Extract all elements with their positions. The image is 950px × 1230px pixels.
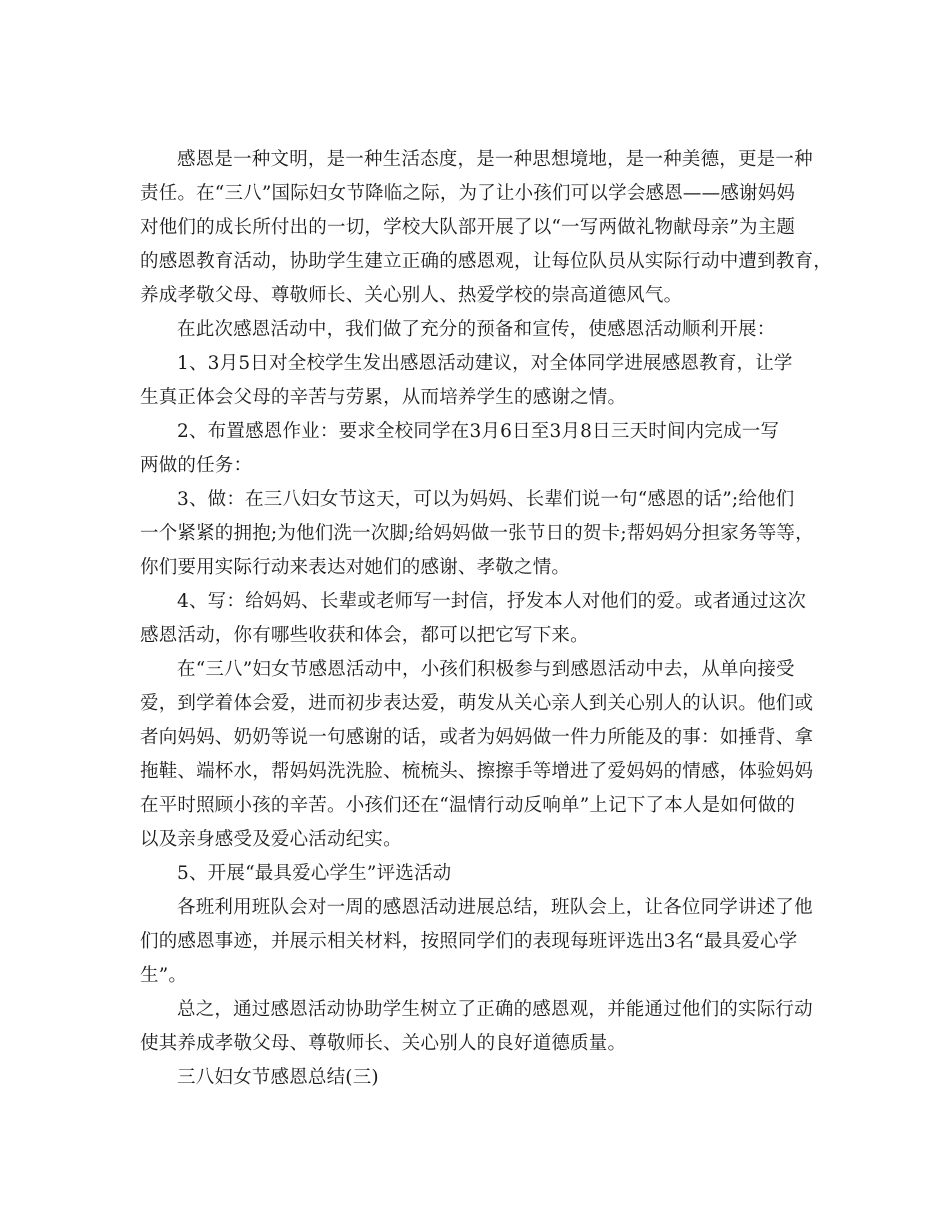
paragraph-line: 生”。 — [140, 965, 188, 986]
section-heading: 三八妇女节感恩总结(三) — [177, 1067, 379, 1088]
paragraph-line: 5、开展“最具爱心学生”评选活动 — [177, 863, 452, 884]
paragraph-line: 一个紧紧的拥抱;为他们洗一次脚;给妈妈做一张节日的贺卡;帮妈妈分担家务等等， — [140, 523, 814, 544]
paragraph-line: 在平时照顾小孩的辛苦。小孩们还在“温情行动反响单”上记下了本人是如何做的 — [140, 795, 796, 816]
paragraph-line: 在“三八”妇女节感恩活动中，小孩们积极参与到感恩活动中去，从单向接受 — [177, 659, 795, 680]
paragraph-line: 的感恩教育活动，协助学生建立正确的感恩观，让每位队员从实际行动中遭到教育， — [140, 251, 832, 272]
paragraph-line: 2、布置感恩作业：要求全校同学在3月6日至3月8日三天时间内完成一写 — [177, 421, 780, 442]
paragraph-line: 在此次感恩活动中，我们做了充分的预备和宣传，使感恩活动顺利开展： — [177, 319, 776, 340]
paragraph-line: 爱，到学着体会爱，进而初步表达爱，萌发从关心亲人到关心别人的认识。他们或 — [140, 693, 814, 714]
paragraph-line: 以及亲身感受及爱心活动纪实。 — [140, 829, 402, 850]
paragraph-line: 1、3月5日对全校学生发出感恩活动建议，对全体同学进展感恩教育，让学 — [177, 353, 793, 374]
paragraph-line: 者向妈妈、奶奶等说一句感谢的话，或者为妈妈做一件力所能及的事：如捶背、拿 — [140, 727, 814, 748]
paragraph-line: 3、做：在三八妇女节这天，可以为妈妈、长辈们说一句“感恩的话”;给他们 — [177, 489, 795, 510]
paragraph-line: 两做的任务： — [140, 455, 253, 476]
paragraph-line: 责任。在“三八”国际妇女节降临之际，为了让小孩们可以学会感恩——感谢妈妈 — [140, 183, 796, 204]
paragraph-line: 使其养成孝敬父母、尊敬师长、关心别人的良好道德质量。 — [140, 1033, 627, 1054]
paragraph-line: 4、写：给妈妈、长辈或老师写一封信，抒发本人对他们的爱。或者通过这次 — [177, 591, 807, 612]
paragraph-line: 各班利用班队会对一周的感恩活动进展总结，班队会上，让各位同学讲述了他 — [177, 897, 813, 918]
paragraph-line: 养成孝敬父母、尊敬师长、关心别人、热爱学校的崇高道德风气。 — [140, 285, 683, 306]
paragraph-line: 总之，通过感恩活动协助学生树立了正确的感恩观，并能通过他们的实际行动 — [177, 999, 813, 1020]
paragraph-line: 感恩活动，你有哪些收获和体会，都可以把它写下来。 — [140, 625, 589, 646]
paragraph-line: 生真正体会父母的辛苦与劳累，从而培养学生的感谢之情。 — [140, 387, 627, 408]
paragraph-line: 对他们的成长所付出的一切，学校大队部开展了以“一写两做礼物献母亲”为主题 — [140, 217, 796, 238]
paragraph-line: 你们要用实际行动来表达对她们的感谢、孝敬之情。 — [140, 557, 571, 578]
paragraph-line: 拖鞋、端杯水，帮妈妈洗洗脸、梳梳头、擦擦手等增进了爱妈妈的情感，体验妈妈 — [140, 761, 814, 782]
paragraph-line: 们的感恩事迹，并展示相关材料，按照同学们的表现每班评选出3名“最具爱心学 — [140, 931, 798, 952]
paragraph-line: 感恩是一种文明，是一种生活态度，是一种思想境地，是一种美德，更是一种 — [177, 149, 813, 170]
